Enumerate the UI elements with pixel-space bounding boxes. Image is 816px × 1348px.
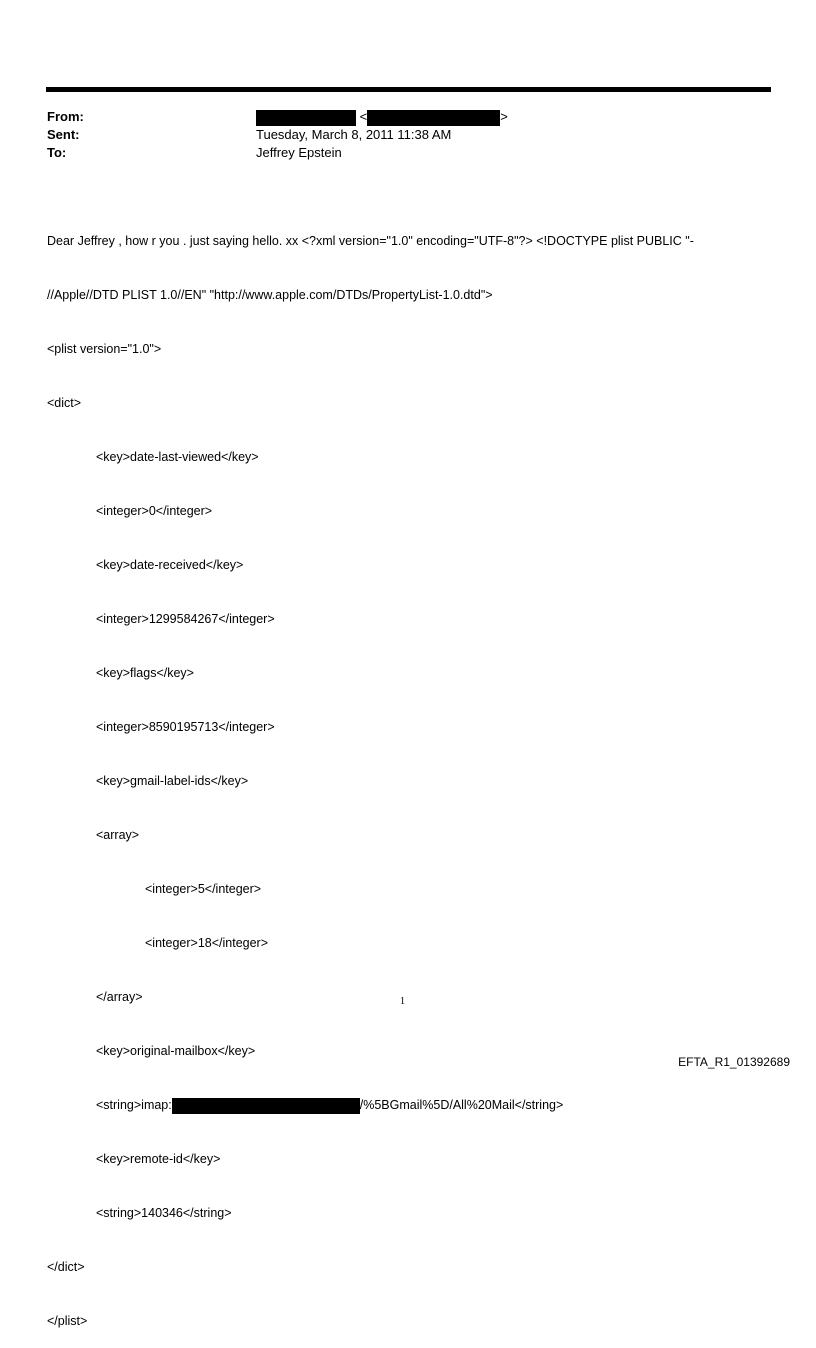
top-rule — [46, 87, 771, 92]
message-body — [47, 196, 787, 1348]
body-line: <integer>18</integer> — [145, 936, 269, 950]
imap-suffix: /%5BGmail%5D/All%20Mail</string> — [359, 1098, 564, 1112]
body-line: </array> — [96, 990, 143, 1004]
redaction-block — [367, 110, 500, 126]
body-line: <dict> — [47, 396, 82, 410]
body-line: <key>original-mailbox</key> — [96, 1044, 256, 1058]
body-line: <key>date-last-viewed</key> — [96, 450, 259, 464]
body-line: </dict> — [47, 1260, 85, 1274]
imap-prefix: <string>imap: — [96, 1098, 172, 1112]
body-line: <integer>1299584267</integer> — [96, 612, 275, 626]
body-line: <key>date-received</key> — [96, 558, 244, 572]
body-line: <string>140346</string> — [96, 1206, 232, 1220]
from-value — [256, 108, 508, 126]
document-id: EFTA_R1_01392689 — [678, 1055, 790, 1069]
from-lt: < — [359, 109, 368, 124]
redaction-block — [172, 1098, 360, 1114]
body-line: Dear Jeffrey , how r you . just saying hello. xx <?xml version="1.0" encoding="UTF-8"?> <!DOCTYPE plist PUBLIC "- — [47, 234, 694, 248]
body-line: <integer>0</integer> — [96, 504, 213, 518]
sent-value: Tuesday, March 8, 2011 11:38 AM — [256, 127, 452, 142]
body-line: <key>gmail-label-ids</key> — [96, 774, 249, 788]
to-label: To: — [47, 145, 67, 160]
body-line: <integer>5</integer> — [145, 882, 262, 896]
body-line: <key>flags</key> — [96, 666, 194, 680]
body-line: //Apple//DTD PLIST 1.0//EN" "http://www.apple.com/DTDs/PropertyList-1.0.dtd"> — [47, 288, 493, 302]
to-value: Jeffrey Epstein — [256, 145, 342, 160]
body-line-imap — [47, 1096, 787, 1114]
body-line: <key>remote-id</key> — [96, 1152, 221, 1166]
page-number: 1 — [400, 996, 405, 1007]
from-gt: > — [500, 109, 508, 124]
sent-label: Sent: — [47, 127, 80, 142]
body-line: <plist version="1.0"> — [47, 342, 162, 356]
redaction-block — [256, 110, 356, 126]
from-label: From: — [47, 109, 84, 124]
body-line: <array> — [96, 828, 140, 842]
body-line: <integer>8590195713</integer> — [96, 720, 275, 734]
body-line: </plist> — [47, 1314, 88, 1328]
